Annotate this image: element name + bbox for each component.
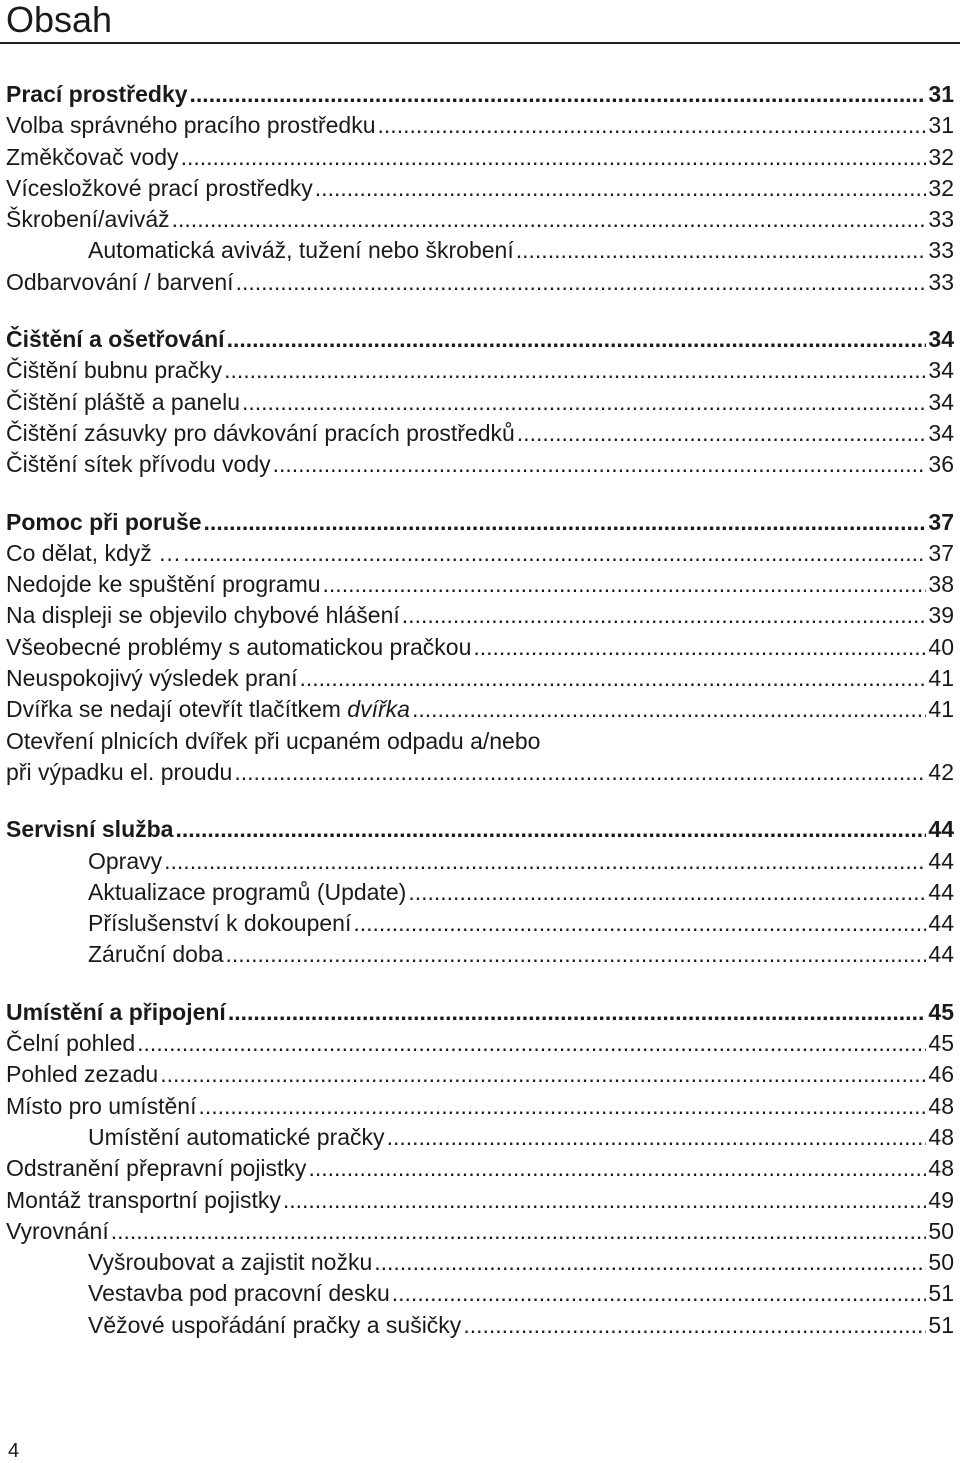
toc-entry[interactable] [6,418,954,449]
toc-entry-title-text: Pomoc při poruše [6,508,202,535]
toc-entry-page: 34 [928,388,954,415]
toc-entry-page: 51 [928,1280,954,1307]
toc-entry-title [88,235,514,266]
dot-leader [227,324,927,355]
toc-entry[interactable] [6,1247,954,1278]
toc-entry-title [6,814,173,845]
toc-entry-title [6,600,400,631]
toc-entry-title [6,1216,109,1247]
toc-entry-page: 50 [928,1249,954,1276]
toc-entry-page: 31 [928,112,954,139]
toc-entry[interactable] [6,1278,954,1309]
toc-entry-page: 33 [928,206,954,233]
dot-leader [308,1153,926,1184]
toc-entry[interactable] [6,1153,954,1184]
dot-leader [517,418,927,449]
toc-entry-title [88,1278,390,1309]
toc-entry[interactable] [6,1059,954,1090]
toc-entry[interactable] [6,204,954,235]
toc-entry-page: 37 [928,508,954,535]
dot-leader [273,449,927,480]
dot-leader [315,173,927,204]
toc-entry-title-text: Vícesložkové prací prostředky [6,174,313,201]
toc-entry-title [6,387,240,418]
toc-entry[interactable] [6,1185,954,1216]
toc-entry-title [88,846,162,877]
dot-leader [175,814,926,845]
toc-entry-title [6,173,313,204]
toc-entry-title-text: Co dělat, když … [6,539,182,566]
toc-entry-title-text: Umístění a připojení [6,998,226,1025]
toc-entry[interactable] [6,449,954,480]
toc-entry-page: 39 [928,602,954,629]
toc-entry-page: 40 [928,633,954,660]
toc-section [6,324,954,480]
dot-leader [516,235,927,266]
dot-leader [387,1122,927,1153]
toc-entry-page: 48 [928,1123,954,1150]
dot-leader [137,1028,926,1059]
toc-entry-page: 38 [928,571,954,598]
toc-entry-row [6,757,954,788]
toc-entry-title [6,663,297,694]
dot-leader [378,110,927,141]
toc-entry-title [6,204,170,235]
dot-leader [408,877,926,908]
page-title: Obsah [6,0,113,40]
toc-entry[interactable] [6,846,954,877]
toc-entry-title [6,1185,281,1216]
toc-entry-title [6,1091,196,1122]
toc-entry-title-italic: dvířka [347,696,410,723]
toc-entry-title [88,939,224,970]
toc-entry-title-text: Neuspokojivý výsledek praní [6,665,298,692]
title-divider [0,42,960,44]
toc-entry-page: 32 [928,174,954,201]
toc-entry-page: 44 [928,847,954,874]
dot-leader [183,538,926,569]
toc-entry-title-text: Vestavba pod pracovní desku [88,1280,390,1307]
toc-entry[interactable] [6,632,954,663]
toc-entry-title [88,908,351,939]
toc-entry-title [6,324,225,355]
toc-entry-title: Otevření plnicích dvířek při ucpaném odpadu a/nebo [6,727,541,754]
toc-entry[interactable] [6,908,954,939]
toc-entry-page: 42 [928,758,954,785]
toc-entry-page: 51 [928,1311,954,1338]
toc-entry-title [6,418,515,449]
toc-entry-page: 44 [928,816,954,843]
toc-entry-title-text: Montáž transportní pojistky [6,1186,281,1213]
toc-entry-page: 45 [928,998,954,1025]
toc-entry-page: 41 [928,696,954,723]
dot-leader [198,1091,926,1122]
dot-leader [172,204,927,235]
toc-heading[interactable] [6,814,954,845]
toc-entry-title [6,267,234,298]
toc-entry[interactable] [6,538,954,569]
toc-entry-title [6,538,181,569]
dot-leader [236,267,927,298]
toc-entry-page: 31 [928,81,954,107]
toc-entry-title [6,142,179,173]
toc-entry-page: 44 [928,878,954,905]
toc-entry-page: 34 [928,419,954,446]
toc-entry-page: 48 [928,1155,954,1182]
dot-leader [299,663,926,694]
dot-leader [412,694,926,725]
toc-entry-page: 48 [928,1092,954,1119]
toc-entry-title-text: Změkčovač vody [6,143,179,170]
toc-entry[interactable] [6,355,954,386]
dot-leader [226,939,927,970]
toc-entry-page: 50 [928,1217,954,1244]
table-of-contents [6,79,954,1367]
toc-entry[interactable] [6,600,954,631]
toc-entry-title-text: Čištění zásuvky pro dávkování pracích prostředků [6,419,515,446]
dot-leader [473,632,926,663]
toc-entry[interactable] [6,569,954,600]
toc-entry-title [88,877,406,908]
toc-entry-page: 34 [928,326,954,353]
toc-entry-page: 33 [928,268,954,295]
dot-leader [242,387,926,418]
toc-section [6,79,954,298]
dot-leader [392,1278,927,1309]
toc-entry[interactable] [6,110,954,141]
toc-entry-title-text: Volba správného pracího prostředku [6,112,376,139]
dot-leader [224,355,926,386]
toc-entry[interactable] [6,1028,954,1059]
toc-entry[interactable] [6,1122,954,1153]
toc-entry-page: 49 [928,1186,954,1213]
toc-entry-title-text: Servisní služba [6,816,174,843]
toc-entry-title [6,632,471,663]
toc-entry[interactable] [6,1310,954,1341]
toc-entry-title-text: Vyrovnání [6,1217,109,1244]
toc-entry-title [6,569,321,600]
dot-leader [283,1185,927,1216]
toc-entry-title-text: Nedojde ke spuštění programu [6,571,321,598]
toc-entry[interactable] [6,663,954,694]
toc-entry-title [6,110,376,141]
toc-entry-title [88,1122,385,1153]
toc-entry-title [6,449,271,480]
toc-entry[interactable] [6,1216,954,1247]
toc-entry[interactable] [6,173,954,204]
dot-leader [463,1310,926,1341]
toc-entry[interactable] [6,1091,954,1122]
toc-entry-title-text: Škrobení/aviváž [6,206,170,233]
dot-leader [181,142,927,173]
toc-entry-page: 46 [928,1061,954,1088]
toc-entry-page: 45 [928,1030,954,1057]
toc-entry-title-text: Opravy [88,847,163,874]
toc-entry-title [6,355,222,386]
toc-entry-title [6,79,188,110]
toc-heading[interactable] [6,79,954,110]
toc-entry-title-text: Čištění a ošetřování [6,326,225,353]
toc-entry-title-text: Všeobecné problémy s automatickou pračkou [6,633,472,660]
toc-entry-page: 44 [928,941,954,968]
toc-entry-title-text: Umístění automatické pračky [88,1123,385,1150]
toc-entry-page: 34 [928,357,954,384]
toc-entry-page: 36 [928,451,954,478]
toc-entry-page: 33 [928,237,954,264]
dot-leader [234,757,926,788]
toc-entry-title-text: Pohled zezadu [6,1061,159,1088]
toc-entry[interactable] [6,235,954,266]
toc-entry-title-text: Čištění bubnu pračky [6,357,223,384]
toc-entry[interactable] [6,726,954,789]
toc-entry-page: 41 [928,665,954,692]
toc-entry-title-text: Věžové uspořádání pračky a sušičky [88,1311,462,1338]
toc-entry-title-text: Čištění pláště a panelu [6,388,240,415]
toc-entry-title [6,1059,158,1090]
dot-leader [323,569,927,600]
toc-heading[interactable] [6,324,954,355]
toc-section [6,997,954,1341]
toc-entry-title-text: Automatická aviváž, tužení nebo škrobení [88,237,514,264]
toc-entry[interactable] [6,387,954,418]
toc-entry-title [88,1310,461,1341]
dot-leader [111,1216,927,1247]
dot-leader [204,507,927,538]
dot-leader [160,1059,926,1090]
toc-entry-title [6,1028,135,1059]
toc-entry-title-continued: při výpadku el. proudu [6,758,233,785]
toc-entry-title-text: Dvířka se nedají otevřít tlačítkem [6,696,348,723]
dot-leader [353,908,926,939]
toc-entry-title [6,507,202,538]
toc-entry-title-text: Čelní pohled [6,1030,136,1057]
toc-entry-title-text: Místo pro umístění [6,1092,197,1119]
toc-entry-title-text: Záruční doba [88,941,224,968]
toc-entry-title-text: Odstranění přepravní pojistky [6,1155,307,1182]
toc-entry[interactable] [6,877,954,908]
toc-entry-page: 37 [928,539,954,566]
toc-entry-title-text: Vyšroubovat a zajistit nožku [88,1249,373,1276]
toc-entry-title [88,1247,372,1278]
dot-leader [190,79,927,110]
toc-entry-title-text: Prací prostředky [6,81,188,107]
toc-entry-title-text: Příslušenství k dokoupení [88,910,352,937]
dot-leader [402,600,927,631]
toc-entry-title [6,694,410,725]
toc-entry-title [6,997,226,1028]
toc-heading[interactable] [6,507,954,538]
page-number: 4 [8,1440,20,1462]
toc-entry-title-text: Na displeji se objevilo chybové hlášení [6,602,400,629]
toc-entry-page: 44 [928,910,954,937]
toc-entry-page: 32 [928,143,954,170]
toc-entry-title-text: Odbarvování / barvení [6,268,234,295]
toc-section [6,507,954,789]
dot-leader [228,997,927,1028]
toc-section [6,814,954,970]
toc-heading[interactable] [6,997,954,1028]
dot-leader [164,846,926,877]
toc-entry[interactable] [6,694,954,725]
toc-entry-title-text: Aktualizace programů (Update) [88,878,407,905]
toc-entry[interactable] [6,142,954,173]
toc-entry-title [6,1153,306,1184]
toc-entry[interactable] [6,939,954,970]
toc-entry-title-text: Čištění sítek přívodu vody [6,451,271,478]
dot-leader [374,1247,926,1278]
toc-entry[interactable] [6,267,954,298]
